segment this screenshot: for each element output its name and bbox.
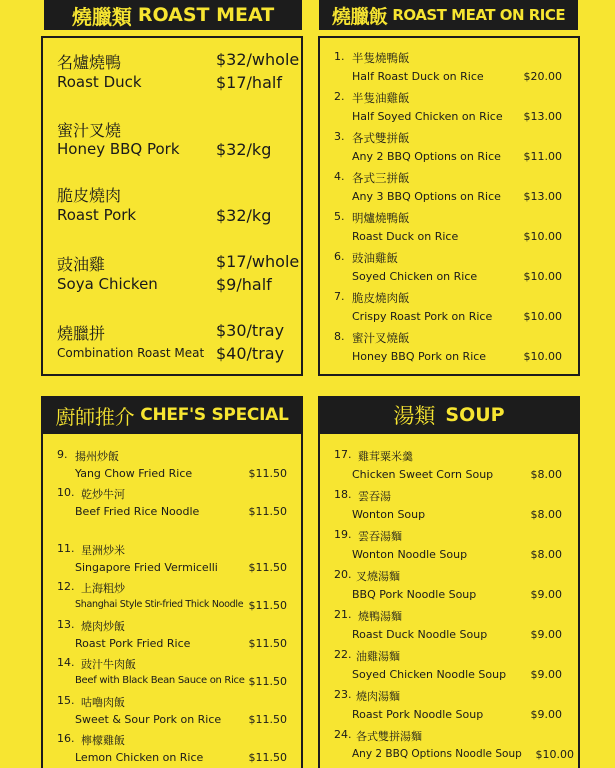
item-name-zh: 咕嚕肉飯 [81, 696, 125, 709]
item-name-zh: 豉汁牛肉飯 [81, 658, 136, 671]
item-name-zh: 半隻燒鴨飯 [352, 51, 410, 65]
item-price: $11.50 [248, 599, 287, 612]
item-price: $32/whole [216, 50, 300, 69]
item-name-en: Crispy Roast Pork on Rice [352, 310, 493, 323]
item-price: $10.00 [523, 230, 562, 243]
item-name-en: Chicken Sweet Corn Soup [352, 468, 494, 481]
item-price: $17/half [216, 73, 282, 92]
item-name-en: Soyed Chicken Noodle Soup [352, 668, 507, 681]
item-number: 13. [57, 618, 75, 631]
item-name-en: Soyed Chicken on Rice [352, 270, 478, 283]
item-name-zh: 豉油雞 [57, 255, 106, 274]
item-price: $20.00 [523, 70, 562, 83]
item-name-en: Any 3 BBQ Options on Rice [352, 190, 501, 203]
roast-meat-header [44, 0, 302, 30]
item-price: $9.00 [530, 628, 562, 641]
item-number: 23. [334, 688, 352, 701]
chefs-special-header [41, 396, 303, 434]
item-name-zh: 半隻油雞飯 [352, 91, 410, 105]
item-number: 20. [334, 568, 352, 581]
item-price: $9.00 [530, 588, 562, 601]
meat-on-rice-title-en: ROAST MEAT ON RICE [392, 6, 566, 24]
item-name-zh: 名爐燒鴨 [57, 53, 122, 72]
item-name-zh: 蜜汁叉燒飯 [352, 331, 410, 345]
item-name-zh: 脆皮燒肉 [57, 186, 122, 205]
item-number: 14. [57, 656, 75, 669]
item-name-zh: 燒肉炒飯 [81, 620, 125, 633]
item-name-en: Roast Duck on Rice [352, 230, 459, 243]
item-price: $8.00 [530, 468, 562, 481]
meat-on-rice-box [318, 36, 580, 376]
item-name-en: Roast Pork [57, 206, 137, 224]
item-price: $13.00 [523, 110, 562, 123]
item-name-en: Beef with Black Bean Sauce on Rice [75, 675, 245, 686]
soup-box [318, 396, 580, 768]
item-name-en: Wonton Soup [352, 508, 426, 521]
item-name-zh: 燒臘拼 [57, 324, 106, 343]
item-number: 19. [334, 528, 352, 541]
item-name-en: Roast Duck Noodle Soup [352, 628, 488, 641]
item-number: 3. [334, 130, 345, 143]
item-name-zh: 明爐燒鴨飯 [352, 211, 410, 225]
roast-meat-title-en: ROAST MEAT [137, 4, 275, 26]
item-name-zh: 雲吞湯 [358, 490, 391, 503]
item-price: $10.00 [523, 310, 562, 323]
item-name-zh: 雞茸粟米羹 [358, 450, 413, 463]
item-name-en: Yang Chow Fried Rice [75, 467, 193, 480]
item-name-en: Shanghai Style Stir-fried Thick Noodle [75, 599, 244, 610]
soup-title-zh: 湯類 [393, 404, 436, 428]
item-name-en: Lemon Chicken on Rice [75, 751, 204, 764]
roast-meat-title-zh: 燒臘類 [71, 4, 132, 29]
item-price: $9.00 [530, 668, 562, 681]
chefs-special-title-en: CHEF'S SPECIAL [140, 405, 289, 425]
item-price: $32/kg [216, 206, 272, 225]
item-price: $17/whole [216, 252, 300, 271]
item-name-en: Beef Fried Rice Noodle [75, 505, 200, 518]
item-price: $9/half [216, 275, 272, 294]
item-name-zh: 各式雙拼湯麵 [356, 730, 422, 743]
item-price: $11.50 [248, 675, 287, 688]
item-price: $11.50 [248, 467, 287, 480]
item-number: 22. [334, 648, 352, 661]
soup-header [318, 396, 580, 434]
item-number: 8. [334, 330, 345, 343]
item-name-en: Roast Pork Noodle Soup [352, 708, 484, 721]
item-price: $8.00 [530, 548, 562, 561]
item-name-en: Honey BBQ Pork on Rice [352, 350, 487, 363]
item-price: $11.50 [248, 561, 287, 574]
item-name-en: Roast Duck [57, 73, 142, 91]
item-name-zh: 叉燒湯麵 [356, 570, 400, 583]
item-name-zh: 油雞湯麵 [356, 650, 400, 663]
item-number: 2. [334, 90, 345, 103]
item-name-zh: 乾炒牛河 [81, 488, 125, 501]
item-number: 16. [57, 732, 75, 745]
chefs-special-box [41, 396, 303, 768]
item-number: 10. [57, 486, 75, 499]
item-name-zh: 蜜汁叉燒 [57, 121, 122, 140]
item-number: 7. [334, 290, 345, 303]
item-name-en: BBQ Pork Noodle Soup [352, 588, 477, 601]
item-price: $30/tray [216, 321, 285, 340]
item-name-en: Wonton Noodle Soup [352, 548, 468, 561]
item-name-zh: 各式三拼飯 [352, 171, 410, 185]
item-price: $11.50 [248, 713, 287, 726]
item-name-zh: 脆皮燒肉飯 [352, 291, 410, 305]
item-price: $11.00 [523, 150, 562, 163]
item-name-zh: 燒肉湯麵 [356, 690, 400, 703]
item-price: $13.00 [523, 190, 562, 203]
item-name-zh: 檸檬雞飯 [81, 734, 125, 747]
item-price: $10.00 [523, 270, 562, 283]
item-name-en: Roast Pork Fried Rice [75, 637, 191, 650]
item-name-en: Sweet & Sour Pork on Rice [75, 713, 222, 726]
item-price: $10.00 [535, 748, 574, 761]
item-name-en: Soya Chicken [57, 275, 158, 293]
item-name-zh: 豉油雞飯 [352, 251, 398, 265]
item-price: $8.00 [530, 508, 562, 521]
item-number: 11. [57, 542, 75, 555]
item-name-en: Combination Roast Meat [57, 346, 205, 360]
meat-on-rice-header [319, 0, 578, 30]
item-price: $11.50 [248, 637, 287, 650]
item-price: $9.00 [530, 708, 562, 721]
item-name-en: Honey BBQ Pork [57, 140, 180, 158]
item-name-en: Half Soyed Chicken on Rice [352, 110, 503, 123]
item-price: $32/kg [216, 140, 272, 159]
item-price: $40/tray [216, 344, 285, 363]
chefs-special-title-zh: 廚師推介 [55, 404, 135, 429]
item-number: 4. [334, 170, 345, 183]
item-number: 17. [334, 448, 352, 461]
item-name-en: Half Roast Duck on Rice [352, 70, 484, 83]
item-name-en: Any 2 BBQ Options on Rice [352, 150, 501, 163]
meat-on-rice-title-zh: 燒臘飯 [331, 5, 388, 28]
item-price: $11.50 [248, 751, 287, 764]
item-number: 15. [57, 694, 75, 707]
soup-title-en: SOUP [445, 404, 505, 426]
item-number: 18. [334, 488, 352, 501]
item-number: 5. [334, 210, 345, 223]
item-name-zh: 雲吞湯麵 [358, 530, 402, 543]
item-name-zh: 揚州炒飯 [75, 450, 119, 463]
item-name-zh: 各式雙拼飯 [352, 131, 410, 145]
item-name-zh: 星洲炒米 [81, 544, 125, 557]
item-price: $11.50 [248, 505, 287, 518]
item-name-zh: 上海粗炒 [81, 582, 125, 595]
item-name-en: Singapore Fried Vermicelli [75, 561, 218, 574]
roast-meat-box [41, 36, 303, 376]
item-number: 6. [334, 250, 345, 263]
item-number: 21. [334, 608, 352, 621]
item-number: 24. [334, 728, 352, 741]
item-name-en: Any 2 BBQ Options Noodle Soup [352, 748, 522, 760]
item-number: 12. [57, 580, 75, 593]
item-number: 1. [334, 50, 345, 63]
item-number: 9. [57, 448, 68, 461]
item-price: $10.00 [523, 350, 562, 363]
item-name-zh: 燒鴨湯麵 [358, 610, 402, 623]
